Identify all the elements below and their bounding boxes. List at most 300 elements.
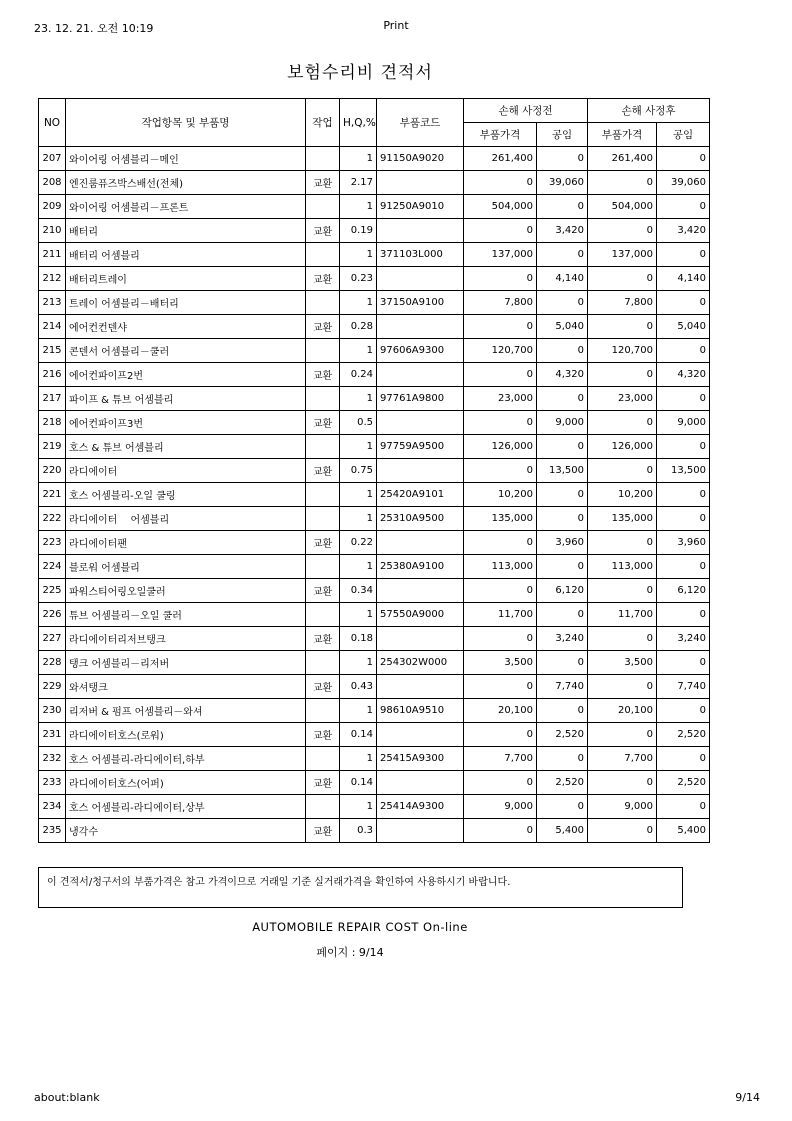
row-part-code <box>377 267 464 291</box>
row-work-type <box>306 795 340 819</box>
row-labor-before: 0 <box>537 483 588 507</box>
table-row <box>39 651 710 675</box>
row-part-code <box>377 219 464 243</box>
row-no: 215 <box>39 339 66 363</box>
price-notice: 이 견적서/청구서의 부품가격은 참고 가격이므로 거래일 기준 실거래가격을 확인하여 사용하시기 바랍니다. <box>38 867 683 908</box>
row-work-type: 교환 <box>306 171 340 195</box>
row-part-price-after: 261,400 <box>588 147 657 171</box>
row-labor-before: 9,000 <box>537 411 588 435</box>
row-part-price-after: 20,100 <box>588 699 657 723</box>
row-labor-after: 6,120 <box>657 579 710 603</box>
row-part-code: 98610A9510 <box>377 699 464 723</box>
row-part-code: 371103L000 <box>377 243 464 267</box>
row-labor-before: 3,960 <box>537 531 588 555</box>
row-labor-after: 0 <box>657 483 710 507</box>
row-part-code: 91150A9020 <box>377 147 464 171</box>
header-after-adjustment: 손해 사정후 <box>588 99 710 123</box>
row-part-price-before: 0 <box>464 579 537 603</box>
row-labor-after: 13,500 <box>657 459 710 483</box>
row-part-price-before: 137,000 <box>464 243 537 267</box>
row-part-code: 97761A9800 <box>377 387 464 411</box>
row-labor-before: 3,420 <box>537 219 588 243</box>
row-no: 207 <box>39 147 66 171</box>
row-part-price-after: 0 <box>588 819 657 843</box>
row-part-price-before: 126,000 <box>464 435 537 459</box>
row-part-price-before: 9,000 <box>464 795 537 819</box>
row-item-name: 파이프 & 튜브 어셈블리 <box>66 387 306 411</box>
table-row <box>39 579 710 603</box>
row-part-price-after: 504,000 <box>588 195 657 219</box>
row-item-name: 콘덴서 어셈블리－쿨러 <box>66 339 306 363</box>
document-title: 보험수리비 견적서 <box>287 63 433 83</box>
row-part-price-before: 3,500 <box>464 651 537 675</box>
row-part-price-before: 7,800 <box>464 291 537 315</box>
row-work-type <box>306 147 340 171</box>
row-item-name: 라디에이터 어셈블리 <box>66 507 306 531</box>
row-work-type <box>306 507 340 531</box>
header-labor-after: 공임 <box>657 123 710 147</box>
row-labor-before: 5,040 <box>537 315 588 339</box>
header-code: 부품코드 <box>377 99 464 147</box>
row-no: 213 <box>39 291 66 315</box>
row-item-name: 에어컨컨덴샤 <box>66 315 306 339</box>
row-part-code <box>377 411 464 435</box>
row-work-type <box>306 603 340 627</box>
row-labor-before: 0 <box>537 555 588 579</box>
table-row <box>39 819 710 843</box>
row-no: 208 <box>39 171 66 195</box>
row-labor-before: 0 <box>537 435 588 459</box>
row-no: 209 <box>39 195 66 219</box>
row-labor-after: 39,060 <box>657 171 710 195</box>
header-part-price-after: 부품가격 <box>588 123 657 147</box>
row-work-type <box>306 747 340 771</box>
row-no: 214 <box>39 315 66 339</box>
row-part-code <box>377 171 464 195</box>
row-labor-before: 2,520 <box>537 771 588 795</box>
row-part-price-after: 120,700 <box>588 339 657 363</box>
row-no: 218 <box>39 411 66 435</box>
row-work-type <box>306 387 340 411</box>
row-hq: 0.75 <box>340 459 377 483</box>
row-part-price-after: 11,700 <box>588 603 657 627</box>
row-labor-before: 4,320 <box>537 363 588 387</box>
row-hq: 1 <box>340 147 377 171</box>
row-part-price-before: 113,000 <box>464 555 537 579</box>
row-item-name: 블로워 어셈블리 <box>66 555 306 579</box>
row-labor-after: 2,520 <box>657 771 710 795</box>
row-no: 222 <box>39 507 66 531</box>
row-no: 221 <box>39 483 66 507</box>
row-no: 219 <box>39 435 66 459</box>
row-work-type: 교환 <box>306 219 340 243</box>
row-part-price-before: 23,000 <box>464 387 537 411</box>
row-no: 228 <box>39 651 66 675</box>
row-item-name: 라디에이터팬 <box>66 531 306 555</box>
row-part-price-before: 0 <box>464 267 537 291</box>
table-row <box>39 171 710 195</box>
row-work-type: 교환 <box>306 627 340 651</box>
row-hq: 1 <box>340 387 377 411</box>
row-part-code: 97759A9500 <box>377 435 464 459</box>
row-hq: 1 <box>340 483 377 507</box>
row-part-price-before: 0 <box>464 771 537 795</box>
table-row <box>39 219 710 243</box>
row-part-code: 254302W000 <box>377 651 464 675</box>
print-datetime: 23. 12. 21. 오전 10:19 <box>34 22 154 35</box>
table-row <box>39 435 710 459</box>
row-hq: 1 <box>340 195 377 219</box>
table-row <box>39 747 710 771</box>
row-hq: 1 <box>340 291 377 315</box>
row-labor-after: 5,400 <box>657 819 710 843</box>
row-labor-before: 0 <box>537 291 588 315</box>
row-labor-after: 0 <box>657 243 710 267</box>
row-hq: 0.22 <box>340 531 377 555</box>
row-part-code: 25415A9300 <box>377 747 464 771</box>
row-labor-before: 0 <box>537 795 588 819</box>
row-part-price-after: 0 <box>588 723 657 747</box>
row-part-price-after: 0 <box>588 675 657 699</box>
row-part-price-after: 10,200 <box>588 483 657 507</box>
row-item-name: 냉각수 <box>66 819 306 843</box>
row-work-type: 교환 <box>306 411 340 435</box>
row-hq: 1 <box>340 339 377 363</box>
row-labor-after: 9,000 <box>657 411 710 435</box>
row-hq: 0.24 <box>340 363 377 387</box>
row-part-code: 25414A9300 <box>377 795 464 819</box>
table-row <box>39 195 710 219</box>
row-labor-before: 13,500 <box>537 459 588 483</box>
row-part-price-after: 137,000 <box>588 243 657 267</box>
table-row <box>39 675 710 699</box>
row-part-code <box>377 579 464 603</box>
row-part-price-before: 0 <box>464 675 537 699</box>
row-item-name: 배터리트레이 <box>66 267 306 291</box>
row-hq: 1 <box>340 651 377 675</box>
row-labor-before: 0 <box>537 339 588 363</box>
row-item-name: 와이어링 어셈블리－메인 <box>66 147 306 171</box>
row-no: 232 <box>39 747 66 771</box>
row-work-type: 교환 <box>306 819 340 843</box>
row-hq: 1 <box>340 747 377 771</box>
row-labor-after: 4,140 <box>657 267 710 291</box>
row-no: 223 <box>39 531 66 555</box>
row-hq: 2.17 <box>340 171 377 195</box>
table-row <box>39 291 710 315</box>
table-row <box>39 267 710 291</box>
row-part-price-after: 0 <box>588 315 657 339</box>
row-part-price-before: 20,100 <box>464 699 537 723</box>
row-hq: 0.5 <box>340 411 377 435</box>
row-labor-before: 0 <box>537 243 588 267</box>
row-labor-before: 4,140 <box>537 267 588 291</box>
row-hq: 0.18 <box>340 627 377 651</box>
table-row <box>39 771 710 795</box>
row-hq: 0.28 <box>340 315 377 339</box>
row-hq: 0.14 <box>340 771 377 795</box>
row-part-price-after: 0 <box>588 627 657 651</box>
row-part-code <box>377 819 464 843</box>
row-labor-before: 0 <box>537 195 588 219</box>
row-part-code <box>377 315 464 339</box>
row-work-type: 교환 <box>306 723 340 747</box>
row-part-price-before: 0 <box>464 315 537 339</box>
row-item-name: 엔진룸퓨즈박스배선(전체) <box>66 171 306 195</box>
row-no: 227 <box>39 627 66 651</box>
row-part-code <box>377 675 464 699</box>
row-item-name: 배터리 <box>66 219 306 243</box>
row-labor-after: 3,240 <box>657 627 710 651</box>
table-row <box>39 387 710 411</box>
row-part-price-after: 9,000 <box>588 795 657 819</box>
row-part-price-before: 10,200 <box>464 483 537 507</box>
row-part-price-before: 11,700 <box>464 603 537 627</box>
row-part-code <box>377 771 464 795</box>
row-labor-before: 0 <box>537 699 588 723</box>
row-hq: 1 <box>340 435 377 459</box>
row-no: 231 <box>39 723 66 747</box>
row-labor-after: 0 <box>657 387 710 411</box>
row-no: 212 <box>39 267 66 291</box>
row-work-type <box>306 555 340 579</box>
row-part-price-after: 7,700 <box>588 747 657 771</box>
table-row <box>39 483 710 507</box>
row-no: 216 <box>39 363 66 387</box>
table-row <box>39 363 710 387</box>
row-hq: 1 <box>340 555 377 579</box>
row-part-price-after: 0 <box>588 363 657 387</box>
row-part-code: 57550A9000 <box>377 603 464 627</box>
row-part-code <box>377 627 464 651</box>
table-row <box>39 627 710 651</box>
row-hq: 0.43 <box>340 675 377 699</box>
print-header-title: Print <box>383 19 409 32</box>
row-part-price-before: 135,000 <box>464 507 537 531</box>
row-hq: 1 <box>340 795 377 819</box>
row-hq: 0.23 <box>340 267 377 291</box>
row-labor-before: 0 <box>537 651 588 675</box>
row-no: 226 <box>39 603 66 627</box>
table-row <box>39 339 710 363</box>
row-work-type <box>306 435 340 459</box>
table-row <box>39 699 710 723</box>
row-part-price-before: 0 <box>464 723 537 747</box>
row-part-price-after: 0 <box>588 531 657 555</box>
row-part-code: 91250A9010 <box>377 195 464 219</box>
row-no: 235 <box>39 819 66 843</box>
row-labor-after: 0 <box>657 699 710 723</box>
row-part-code <box>377 531 464 555</box>
row-labor-before: 39,060 <box>537 171 588 195</box>
row-labor-before: 0 <box>537 747 588 771</box>
row-labor-before: 2,520 <box>537 723 588 747</box>
row-no: 229 <box>39 675 66 699</box>
row-no: 225 <box>39 579 66 603</box>
row-item-name: 에어컨파이프3번 <box>66 411 306 435</box>
table-row <box>39 723 710 747</box>
row-work-type <box>306 483 340 507</box>
row-work-type: 교환 <box>306 675 340 699</box>
row-hq: 1 <box>340 243 377 267</box>
row-labor-before: 3,240 <box>537 627 588 651</box>
row-part-price-after: 0 <box>588 579 657 603</box>
row-part-price-before: 0 <box>464 219 537 243</box>
row-labor-after: 7,740 <box>657 675 710 699</box>
row-part-price-after: 135,000 <box>588 507 657 531</box>
row-labor-before: 0 <box>537 507 588 531</box>
row-hq: 0.14 <box>340 723 377 747</box>
table-row <box>39 315 710 339</box>
row-part-price-before: 120,700 <box>464 339 537 363</box>
row-part-price-after: 0 <box>588 267 657 291</box>
print-url: about:blank <box>34 1091 100 1104</box>
row-labor-after: 2,520 <box>657 723 710 747</box>
row-part-code: 97606A9300 <box>377 339 464 363</box>
row-labor-after: 0 <box>657 147 710 171</box>
row-work-type <box>306 195 340 219</box>
row-work-type <box>306 651 340 675</box>
row-labor-before: 0 <box>537 387 588 411</box>
row-labor-before: 7,740 <box>537 675 588 699</box>
row-work-type: 교환 <box>306 315 340 339</box>
row-part-price-after: 0 <box>588 411 657 435</box>
table-row <box>39 243 710 267</box>
row-part-price-before: 504,000 <box>464 195 537 219</box>
row-part-price-after: 7,800 <box>588 291 657 315</box>
row-part-code: 25380A9100 <box>377 555 464 579</box>
row-work-type <box>306 291 340 315</box>
row-part-price-after: 0 <box>588 171 657 195</box>
table-row <box>39 411 710 435</box>
row-labor-before: 0 <box>537 603 588 627</box>
row-work-type: 교환 <box>306 531 340 555</box>
header-work: 작업 <box>306 99 340 147</box>
table-row <box>39 555 710 579</box>
row-no: 230 <box>39 699 66 723</box>
row-part-price-before: 0 <box>464 411 537 435</box>
row-item-name: 트레이 어셈블리－배터리 <box>66 291 306 315</box>
row-part-code <box>377 723 464 747</box>
header-hq: H,Q,% <box>340 99 377 147</box>
row-labor-after: 5,040 <box>657 315 710 339</box>
row-item-name: 호스 어셈블리-라디에이터,상부 <box>66 795 306 819</box>
header-part-price-before: 부품가격 <box>464 123 537 147</box>
row-work-type <box>306 243 340 267</box>
row-part-price-after: 3,500 <box>588 651 657 675</box>
header-before-adjustment: 손해 사정전 <box>464 99 588 123</box>
row-part-code: 37150A9100 <box>377 291 464 315</box>
row-part-price-before: 7,700 <box>464 747 537 771</box>
row-item-name: 호스 어셈블리-오일 쿨링 <box>66 483 306 507</box>
row-work-type <box>306 339 340 363</box>
row-no: 220 <box>39 459 66 483</box>
row-work-type <box>306 699 340 723</box>
row-part-price-after: 113,000 <box>588 555 657 579</box>
table-row <box>39 531 710 555</box>
row-no: 211 <box>39 243 66 267</box>
row-part-price-before: 0 <box>464 171 537 195</box>
estimate-rows <box>39 147 710 843</box>
row-labor-after: 3,420 <box>657 219 710 243</box>
row-hq: 1 <box>340 699 377 723</box>
row-labor-after: 0 <box>657 555 710 579</box>
row-labor-after: 0 <box>657 603 710 627</box>
footer-brand: AUTOMOBILE REPAIR COST On-line <box>252 920 468 934</box>
row-part-price-after: 0 <box>588 771 657 795</box>
row-no: 210 <box>39 219 66 243</box>
row-item-name: 호스 & 튜브 어셈블리 <box>66 435 306 459</box>
row-labor-before: 0 <box>537 147 588 171</box>
row-part-price-after: 126,000 <box>588 435 657 459</box>
row-hq: 1 <box>340 507 377 531</box>
row-labor-after: 0 <box>657 507 710 531</box>
row-no: 224 <box>39 555 66 579</box>
row-work-type: 교환 <box>306 771 340 795</box>
row-hq: 1 <box>340 603 377 627</box>
row-work-type: 교환 <box>306 579 340 603</box>
row-part-price-after: 0 <box>588 219 657 243</box>
row-hq: 0.3 <box>340 819 377 843</box>
row-item-name: 에어컨파이프2번 <box>66 363 306 387</box>
row-labor-after: 0 <box>657 435 710 459</box>
row-part-price-before: 0 <box>464 531 537 555</box>
header-item: 작업항목 및 부품명 <box>66 99 306 147</box>
row-part-code: 25310A9500 <box>377 507 464 531</box>
row-part-price-before: 0 <box>464 459 537 483</box>
table-row <box>39 459 710 483</box>
row-item-name: 와이어링 어셈블리－프론트 <box>66 195 306 219</box>
row-item-name: 튜브 어셈블리－오일 쿨러 <box>66 603 306 627</box>
footer-page-label: 페이지 : 9/14 <box>316 946 384 959</box>
row-work-type: 교환 <box>306 267 340 291</box>
header-labor-before: 공임 <box>537 123 588 147</box>
row-labor-after: 3,960 <box>657 531 710 555</box>
estimate-table <box>38 98 710 843</box>
row-part-price-after: 0 <box>588 459 657 483</box>
row-work-type: 교환 <box>306 459 340 483</box>
table-row <box>39 603 710 627</box>
row-labor-after: 0 <box>657 747 710 771</box>
row-no: 234 <box>39 795 66 819</box>
row-item-name: 호스 어셈블리-라디에이터,하부 <box>66 747 306 771</box>
row-labor-after: 0 <box>657 291 710 315</box>
row-labor-after: 0 <box>657 795 710 819</box>
row-labor-after: 4,320 <box>657 363 710 387</box>
row-hq: 0.34 <box>340 579 377 603</box>
row-item-name: 리저버 & 펌프 어셈블리－와셔 <box>66 699 306 723</box>
row-part-price-before: 0 <box>464 363 537 387</box>
row-item-name: 라디에이터리저브탱크 <box>66 627 306 651</box>
table-row <box>39 795 710 819</box>
row-labor-before: 6,120 <box>537 579 588 603</box>
row-item-name: 배터리 어셈블리 <box>66 243 306 267</box>
print-page-number: 9/14 <box>735 1091 760 1104</box>
row-item-name: 와셔탱크 <box>66 675 306 699</box>
table-row <box>39 147 710 171</box>
row-part-price-after: 23,000 <box>588 387 657 411</box>
row-item-name: 라디에이터호스(어퍼) <box>66 771 306 795</box>
header-no: NO <box>39 99 66 147</box>
row-hq: 0.19 <box>340 219 377 243</box>
row-no: 233 <box>39 771 66 795</box>
row-item-name: 라디에이터호스(로워) <box>66 723 306 747</box>
row-part-code <box>377 363 464 387</box>
row-item-name: 탱크 어셈블리－리저버 <box>66 651 306 675</box>
row-work-type: 교환 <box>306 363 340 387</box>
row-labor-before: 5,400 <box>537 819 588 843</box>
row-labor-after: 0 <box>657 651 710 675</box>
